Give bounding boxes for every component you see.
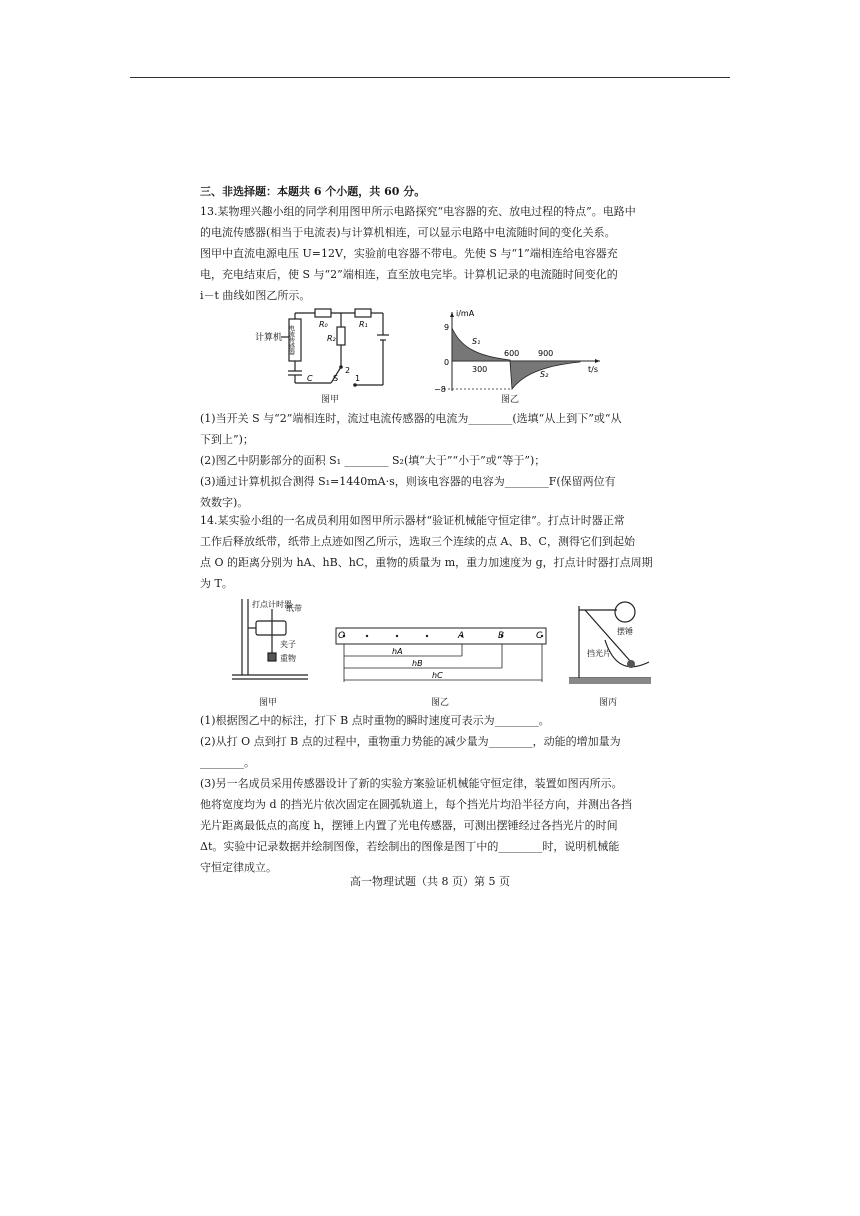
shutter-label: 挡光片 xyxy=(587,649,611,658)
q13-line-4: 电，充电结束后，使 S 与“2”端相连，直至放电完毕。计算机记录的电流随时间变化的 xyxy=(200,268,618,281)
q14-sub-3b: 他将宽度均为 d 的挡光片依次固定在圆弧轨道上，每个挡光片均沿半径方向，并测出各挡 xyxy=(200,798,633,811)
q14-line-1: 14.某实验小组的一名成员利用如图甲所示器材“验证机械能守恒定律”。打点计时器正常 xyxy=(200,514,625,527)
clip-label: 夹子 xyxy=(280,640,296,649)
s1-label: S₁ xyxy=(472,337,481,346)
weight-label: 重物 xyxy=(280,654,296,663)
computer-label: 计算机 xyxy=(255,333,283,343)
point-o: O xyxy=(338,631,346,641)
point-b: B xyxy=(498,631,505,641)
y-tick-9: 9 xyxy=(444,323,450,332)
section-title: 三、非选择题：本题共 6 个小题，共 60 分。 xyxy=(200,185,426,198)
q13-circuit-diagram xyxy=(255,305,395,405)
terminal-2-label: 2 xyxy=(345,366,351,375)
q13-sub-1b: 下到上”)； xyxy=(200,433,254,446)
hc-label: hC xyxy=(432,671,443,680)
point-c: C xyxy=(536,631,543,641)
q13-fig-jia-caption: 图甲 xyxy=(320,395,339,405)
ha-label: hA xyxy=(392,647,403,656)
c-label: C xyxy=(307,374,313,383)
q14-sub-3d: Δt。实验中记录数据并绘制图像，若绘制出的图像是图丁中的________时，说明机械能 xyxy=(200,840,620,853)
q13-fig-yi-caption: 图乙 xyxy=(500,395,519,405)
r0-label: R₀ xyxy=(319,320,328,329)
q14-sub-2a: (2)从打 O 点到打 B 点的过程中，重物重力势能的减少量为________，动能的增加量为 xyxy=(200,735,621,748)
q14-line-2: 工作后释放纸带，纸带上点迹如图乙所示，选取三个连续的点 A、B、C，测得它们到起始 xyxy=(200,535,635,548)
hb-label: hB xyxy=(412,659,423,668)
r1-label: R₁ xyxy=(359,320,368,329)
q13-it-graph xyxy=(430,306,610,396)
q13-sub-1a: (1)当开关 S 与“2”端相连时，流过电流传感器的电流为________(选填“从上到下”或“从 xyxy=(200,412,622,425)
header-rule xyxy=(130,77,730,78)
x-axis-label: t/s xyxy=(588,365,598,374)
q13-line-5: i－t 曲线如图乙所示。 xyxy=(200,289,311,302)
q14-fig-jia-caption: 图甲 xyxy=(258,698,277,708)
tape-label: 纸带 xyxy=(286,604,302,613)
q14-sub-2b: ________。 xyxy=(200,756,255,769)
q14-apparatus-diagram xyxy=(228,595,318,685)
x-tick-300: 300 xyxy=(472,365,488,374)
timer-label: 打点计时器 xyxy=(252,600,292,609)
q14-tape-diagram xyxy=(332,622,552,688)
s2-label: S₂ xyxy=(540,370,549,379)
q14-fig-bing-caption: 图丙 xyxy=(598,698,617,708)
y-tick-minus8: −8 xyxy=(434,385,446,394)
q14-line-3: 点 O 的距离分别为 hA、hB、hC，重物的质量为 m，重力加速度为 g，打点计时器打点周期 xyxy=(200,556,653,569)
q14-sub-3e: 守恒定律成立。 xyxy=(200,861,277,874)
r2-label: R₂ xyxy=(327,334,336,343)
q13-sub-2: (2)图乙中阴影部分的面积 S₁ ________ S₂(填“大于”“小于”或“等于”)； xyxy=(200,454,546,467)
q14-sub-3a: (3)另一名成员采用传感器设计了新的实验方案验证机械能守恒定律，装置如图丙所示。 xyxy=(200,777,623,790)
point-a: A xyxy=(458,631,465,641)
q13-sub-3b: 效数字)。 xyxy=(200,496,249,509)
sensor-label: 电流传感器 xyxy=(287,325,295,355)
pendulum-label: 摆锤 xyxy=(617,627,633,636)
x-tick-600: 600 xyxy=(504,349,520,358)
q14-pendulum-diagram xyxy=(565,600,655,690)
q14-fig-yi-caption: 图乙 xyxy=(430,698,449,708)
q13-sub-3a: (3)通过计算机拟合测得 S₁=1440mA·s，则该电容器的电容为________F(保留两位有 xyxy=(200,475,616,488)
q13-line-3: 图甲中直流电源电压 U=12V，实验前电容器不带电。先使 S 与“1”端相连给电容器充 xyxy=(200,247,618,260)
y-tick-0: 0 xyxy=(444,358,450,367)
page-footer: 高一物理试题（共 8 页）第 5 页 xyxy=(350,875,510,888)
q14-sub-3c: 光片距离最低点的高度 h，摆锤上内置了光电传感器，可测出摆锤经过各挡光片的时间 xyxy=(200,819,618,832)
q13-line-2: 的电流传感器(相当于电流表)与计算机相连，可以显示电路中电流随时间的变化关系。 xyxy=(200,226,616,239)
y-axis-label: i/mA xyxy=(456,309,475,318)
q14-line-4: 为 T。 xyxy=(200,577,233,590)
q13-line-1: 13.某物理兴趣小组的同学利用图甲所示电路探究“电容器的充、放电过程的特点”。电路中 xyxy=(200,205,636,218)
x-tick-900: 900 xyxy=(538,349,554,358)
terminal-1-label: 1 xyxy=(355,374,361,383)
s-label: S xyxy=(333,374,339,383)
q14-sub-1: (1)根据图乙中的标注，打下 B 点时重物的瞬时速度可表示为________。 xyxy=(200,714,550,727)
